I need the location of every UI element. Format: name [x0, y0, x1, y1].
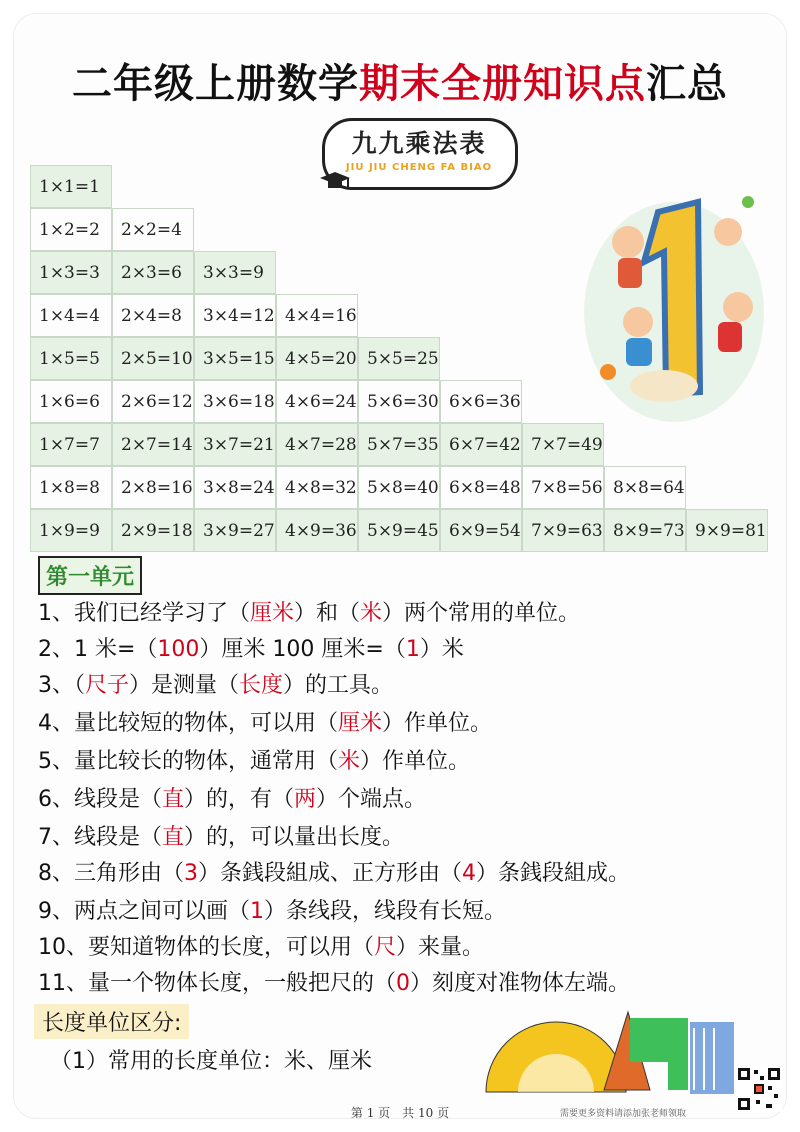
table-cell: 3×9=27 [194, 509, 276, 552]
table-cell: 5×6=30 [358, 380, 440, 423]
page-title [0, 52, 800, 109]
answer-text: 长度 [239, 673, 284, 698]
multiplication-badge [322, 118, 516, 192]
table-cell: 6×7=42 [440, 423, 522, 466]
item-text: ）的，可以量出长度。 [184, 825, 405, 850]
table-cell: 4×7=28 [276, 423, 358, 466]
title-part1: 二年级上册数学 [72, 61, 359, 107]
list-item [38, 782, 426, 813]
length-section-item: （1）常用的长度单位：米、厘米 [50, 1049, 372, 1074]
item-text: ）条线段，线段有长短。 [264, 899, 507, 924]
item-text: ）个端点。 [316, 787, 427, 812]
answer-text: 尺 [374, 935, 397, 960]
table-cell: 2×9=18 [112, 509, 194, 552]
title-part2: 期末全册知识点 [359, 61, 646, 107]
qr-code-icon [736, 1066, 782, 1112]
item-text: ）厘米 100 厘米=（ [199, 637, 406, 662]
table-cell: 5×9=45 [358, 509, 440, 552]
table-cell: 3×4=12 [194, 294, 276, 337]
answer-text: 1 [405, 637, 420, 662]
table-cell: 4×6=24 [276, 380, 358, 423]
list-item [38, 894, 506, 925]
ruler-tools-illustration [478, 1000, 738, 1104]
badge-sub-text: JIU JIU CHENG FA BIAO [345, 162, 493, 173]
table-cell: 4×8=32 [276, 466, 358, 509]
answer-text: 厘米 [250, 601, 295, 626]
list-item [38, 744, 470, 775]
table-cell: 1×6=6 [30, 380, 112, 423]
item-text: ）是测量（ [129, 673, 240, 698]
table-cell: 1×2=2 [30, 208, 112, 251]
item-text: 6、线段是（ [38, 787, 162, 812]
table-cell: 4×5=20 [276, 337, 358, 380]
item-text: ）和（ [294, 601, 361, 626]
table-cell: 3×6=18 [194, 380, 276, 423]
item-text: 1、我们已经学习了（ [38, 601, 250, 626]
badge-main-text: 九九乘法表 [351, 129, 487, 158]
item-text: ）的，有（ [184, 787, 295, 812]
item-text: 7、线段是（ [38, 825, 162, 850]
list-item [38, 966, 630, 997]
table-cell: 1×3=3 [30, 251, 112, 294]
list-item [38, 706, 492, 737]
item-text: 10、要知道物体的长度，可以用（ [38, 935, 374, 960]
table-cell: 2×3=6 [112, 251, 194, 294]
answer-text: 米 [360, 601, 383, 626]
table-cell: 8×8=64 [604, 466, 686, 509]
title-part3: 汇总 [646, 61, 728, 107]
list-item [38, 596, 580, 627]
table-cell: 2×8=16 [112, 466, 194, 509]
table-cell: 1×7=7 [30, 423, 112, 466]
answer-text: 3 [184, 861, 198, 886]
list-item [38, 820, 404, 851]
item-text: ）条銭段組成、正方形由（ [198, 861, 463, 886]
table-cell: 4×4=16 [276, 294, 358, 337]
table-cell: 8×9=73 [604, 509, 686, 552]
page-footer: 第 1 页 共 10 页 [350, 1106, 450, 1120]
table-cell: 2×4=8 [112, 294, 194, 337]
table-cell: 6×9=54 [440, 509, 522, 552]
item-text: ）米 [419, 637, 464, 662]
answer-text: 100 [157, 637, 200, 662]
list-item [38, 668, 393, 699]
table-cell: 4×9=36 [276, 509, 358, 552]
item-text: 2、1 米=（ [38, 637, 158, 662]
table-cell: 2×7=14 [112, 423, 194, 466]
table-cell: 1×9=9 [30, 509, 112, 552]
answer-text: 1 [250, 899, 264, 924]
qr-note: 需要更多资料请添加张老师领取 [560, 1109, 687, 1119]
answer-text: 0 [396, 971, 410, 996]
list-item [38, 930, 484, 961]
unit-one-heading: 第一单元 [38, 556, 142, 595]
table-cell: 2×5=10 [112, 337, 194, 380]
item-text: ）来量。 [396, 935, 485, 960]
graduation-cap-icon [318, 170, 352, 194]
item-text: 4、量比较短的物体，可以用（ [38, 711, 338, 736]
length-section-title: 长度单位区分: [34, 1004, 189, 1039]
answer-text: 米 [338, 749, 361, 774]
table-cell: 7×9=63 [522, 509, 604, 552]
answer-text: 直 [162, 825, 185, 850]
table-cell: 9×9=81 [686, 509, 768, 552]
table-cell: 3×5=15 [194, 337, 276, 380]
list-item [38, 632, 464, 663]
answer-text: 两 [294, 787, 317, 812]
table-cell: 1×5=5 [30, 337, 112, 380]
children-number-one-illustration [578, 172, 770, 434]
list-item [38, 856, 630, 887]
table-cell: 2×2=4 [112, 208, 194, 251]
table-cell: 1×8=8 [30, 466, 112, 509]
item-text: ）作单位。 [360, 749, 471, 774]
item-text: ）条銭段組成。 [476, 861, 631, 886]
item-text: 3、（ [38, 673, 85, 698]
answer-text: 4 [462, 861, 477, 886]
answer-text: 厘米 [338, 711, 383, 736]
table-cell: 3×8=24 [194, 466, 276, 509]
table-cell: 1×4=4 [30, 294, 112, 337]
item-text: 8、三角形由（ [38, 861, 184, 886]
table-cell: 6×8=48 [440, 466, 522, 509]
item-text: 9、两点之间可以画（ [38, 899, 250, 924]
table-cell: 5×8=40 [358, 466, 440, 509]
item-text: ）刻度对准物体左端。 [410, 971, 631, 996]
table-cell: 6×6=36 [440, 380, 522, 423]
table-cell: 7×8=56 [522, 466, 604, 509]
table-cell: 5×7=35 [358, 423, 440, 466]
table-cell: 1×1=1 [30, 165, 112, 208]
table-cell: 2×6=12 [112, 380, 194, 423]
item-text: 5、量比较长的物体，通常用（ [38, 749, 338, 774]
item-text: 11、量一个物体长度，一般把尺的（ [38, 971, 396, 996]
table-cell: 3×3=9 [194, 251, 276, 294]
table-cell: 5×5=25 [358, 337, 440, 380]
answer-text: 尺子 [85, 673, 130, 698]
answer-text: 直 [162, 787, 185, 812]
item-text: ）两个常用的单位。 [382, 601, 581, 626]
item-text: ）作单位。 [382, 711, 493, 736]
table-cell: 3×7=21 [194, 423, 276, 466]
table-cell: 7×7=49 [522, 423, 604, 466]
item-text: ）的工具。 [283, 673, 394, 698]
